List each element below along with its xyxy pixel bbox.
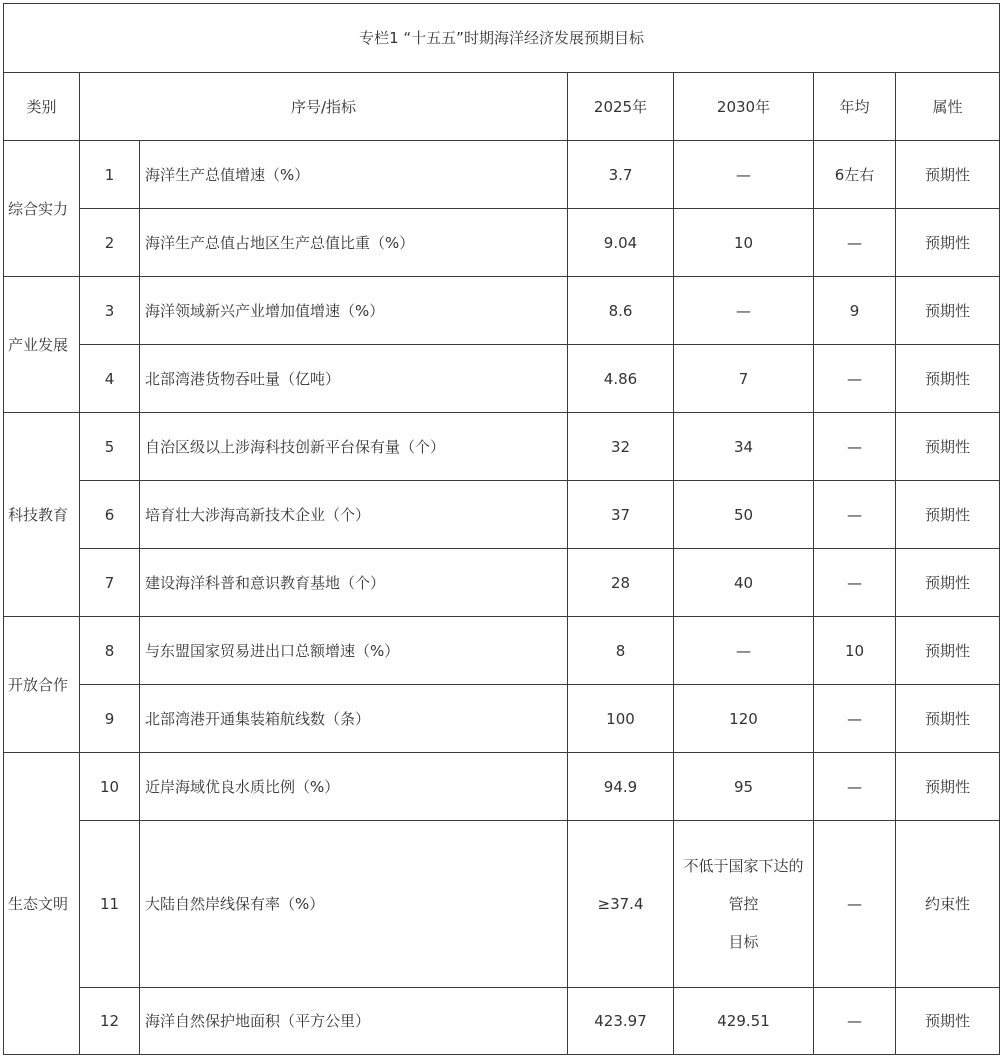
table-row bbox=[4, 821, 1000, 988]
value-annual: — bbox=[814, 209, 896, 277]
category-cell: 综合实力 bbox=[4, 141, 80, 277]
indicator-cell: 与东盟国家贸易进出口总额增速（%） bbox=[140, 617, 568, 685]
category-cell: 产业发展 bbox=[4, 277, 80, 413]
table-row bbox=[4, 617, 1000, 685]
table-row bbox=[4, 988, 1000, 1055]
value-2030: 50 bbox=[674, 481, 814, 549]
table-row bbox=[4, 209, 1000, 277]
indicator-cell: 海洋生产总值增速（%） bbox=[140, 141, 568, 209]
value-2030: 120 bbox=[674, 685, 814, 753]
attribute-cell: 预期性 bbox=[896, 549, 1000, 617]
value-2030: — bbox=[674, 141, 814, 209]
row-number: 10 bbox=[80, 753, 140, 821]
indicator-cell: 建设海洋科普和意识教育基地（个） bbox=[140, 549, 568, 617]
indicator-cell: 大陆自然岸线保有率（%） bbox=[140, 821, 568, 988]
header-2025: 2025年 bbox=[568, 73, 674, 141]
table-row bbox=[4, 685, 1000, 753]
row-number: 3 bbox=[80, 277, 140, 345]
table-row bbox=[4, 753, 1000, 821]
value-annual: 9 bbox=[814, 277, 896, 345]
value-2025: 4.86 bbox=[568, 345, 674, 413]
value-2030: 429.51 bbox=[674, 988, 814, 1055]
table-row bbox=[4, 345, 1000, 413]
value-annual: — bbox=[814, 821, 896, 988]
table-row bbox=[4, 413, 1000, 481]
row-number: 7 bbox=[80, 549, 140, 617]
table-title-row bbox=[4, 4, 1000, 73]
header-category: 类别 bbox=[4, 73, 80, 141]
value-2025: 423.97 bbox=[568, 988, 674, 1055]
value-2030: 7 bbox=[674, 345, 814, 413]
indicator-cell: 海洋自然保护地面积（平方公里） bbox=[140, 988, 568, 1055]
value-2030-line: 目标 bbox=[728, 933, 759, 951]
row-number: 4 bbox=[80, 345, 140, 413]
header-row bbox=[4, 73, 1000, 141]
indicator-cell: 海洋生产总值占地区生产总值比重（%） bbox=[140, 209, 568, 277]
header-attribute: 属性 bbox=[896, 73, 1000, 141]
header-2030: 2030年 bbox=[674, 73, 814, 141]
row-number: 5 bbox=[80, 413, 140, 481]
value-annual: 10 bbox=[814, 617, 896, 685]
attribute-cell: 预期性 bbox=[896, 413, 1000, 481]
value-annual: 6左右 bbox=[814, 141, 896, 209]
indicator-cell: 近岸海域优良水质比例（%） bbox=[140, 753, 568, 821]
row-number: 2 bbox=[80, 209, 140, 277]
attribute-cell: 预期性 bbox=[896, 685, 1000, 753]
attribute-cell: 预期性 bbox=[896, 277, 1000, 345]
attribute-cell: 预期性 bbox=[896, 753, 1000, 821]
attribute-cell: 预期性 bbox=[896, 141, 1000, 209]
attribute-cell: 预期性 bbox=[896, 209, 1000, 277]
value-2030: 10 bbox=[674, 209, 814, 277]
value-2030: 40 bbox=[674, 549, 814, 617]
indicator-cell: 海洋领域新兴产业增加值增速（%） bbox=[140, 277, 568, 345]
value-2025: 3.7 bbox=[568, 141, 674, 209]
attribute-cell: 约束性 bbox=[896, 821, 1000, 988]
indicator-cell: 培育壮大涉海高新技术企业（个） bbox=[140, 481, 568, 549]
value-annual: — bbox=[814, 988, 896, 1055]
row-number: 1 bbox=[80, 141, 140, 209]
value-2030-line: 不低于国家下达的 bbox=[683, 857, 804, 875]
value-2025: 9.04 bbox=[568, 209, 674, 277]
value-annual: — bbox=[814, 413, 896, 481]
value-2025: 8.6 bbox=[568, 277, 674, 345]
header-indicator: 序号/指标 bbox=[80, 73, 568, 141]
value-annual: — bbox=[814, 753, 896, 821]
value-2030: 34 bbox=[674, 413, 814, 481]
indicator-cell: 北部湾港货物吞吐量（亿吨） bbox=[140, 345, 568, 413]
value-2030-multiline bbox=[674, 821, 814, 988]
attribute-cell: 预期性 bbox=[896, 481, 1000, 549]
value-2025: 37 bbox=[568, 481, 674, 549]
value-2025: 8 bbox=[568, 617, 674, 685]
table-row bbox=[4, 481, 1000, 549]
value-2030: — bbox=[674, 617, 814, 685]
value-2025: 28 bbox=[568, 549, 674, 617]
row-number: 11 bbox=[80, 821, 140, 988]
value-2030-line: 管控 bbox=[728, 895, 759, 913]
attribute-cell: 预期性 bbox=[896, 345, 1000, 413]
category-cell: 开放合作 bbox=[4, 617, 80, 753]
value-2025: 32 bbox=[568, 413, 674, 481]
category-cell: 科技教育 bbox=[4, 413, 80, 617]
table-wrapper bbox=[3, 3, 1000, 1055]
table-row bbox=[4, 141, 1000, 209]
attribute-cell: 预期性 bbox=[896, 988, 1000, 1055]
row-number: 6 bbox=[80, 481, 140, 549]
value-2030: 95 bbox=[674, 753, 814, 821]
value-2025: 94.9 bbox=[568, 753, 674, 821]
attribute-cell: 预期性 bbox=[896, 617, 1000, 685]
row-number: 12 bbox=[80, 988, 140, 1055]
value-annual: — bbox=[814, 549, 896, 617]
table-title: 专栏1 “十五五”时期海洋经济发展预期目标 bbox=[4, 4, 1000, 73]
header-annual: 年均 bbox=[814, 73, 896, 141]
value-2025: ≥37.4 bbox=[568, 821, 674, 988]
indicator-cell: 北部湾港开通集装箱航线数（条） bbox=[140, 685, 568, 753]
marine-economy-targets-table bbox=[3, 3, 1000, 1055]
row-number: 8 bbox=[80, 617, 140, 685]
value-annual: — bbox=[814, 481, 896, 549]
value-2030: — bbox=[674, 277, 814, 345]
indicator-cell: 自治区级以上涉海科技创新平台保有量（个） bbox=[140, 413, 568, 481]
value-annual: — bbox=[814, 685, 896, 753]
value-annual: — bbox=[814, 345, 896, 413]
table-row bbox=[4, 549, 1000, 617]
value-2025: 100 bbox=[568, 685, 674, 753]
category-cell: 生态文明 bbox=[4, 753, 80, 1055]
table-row bbox=[4, 277, 1000, 345]
row-number: 9 bbox=[80, 685, 140, 753]
